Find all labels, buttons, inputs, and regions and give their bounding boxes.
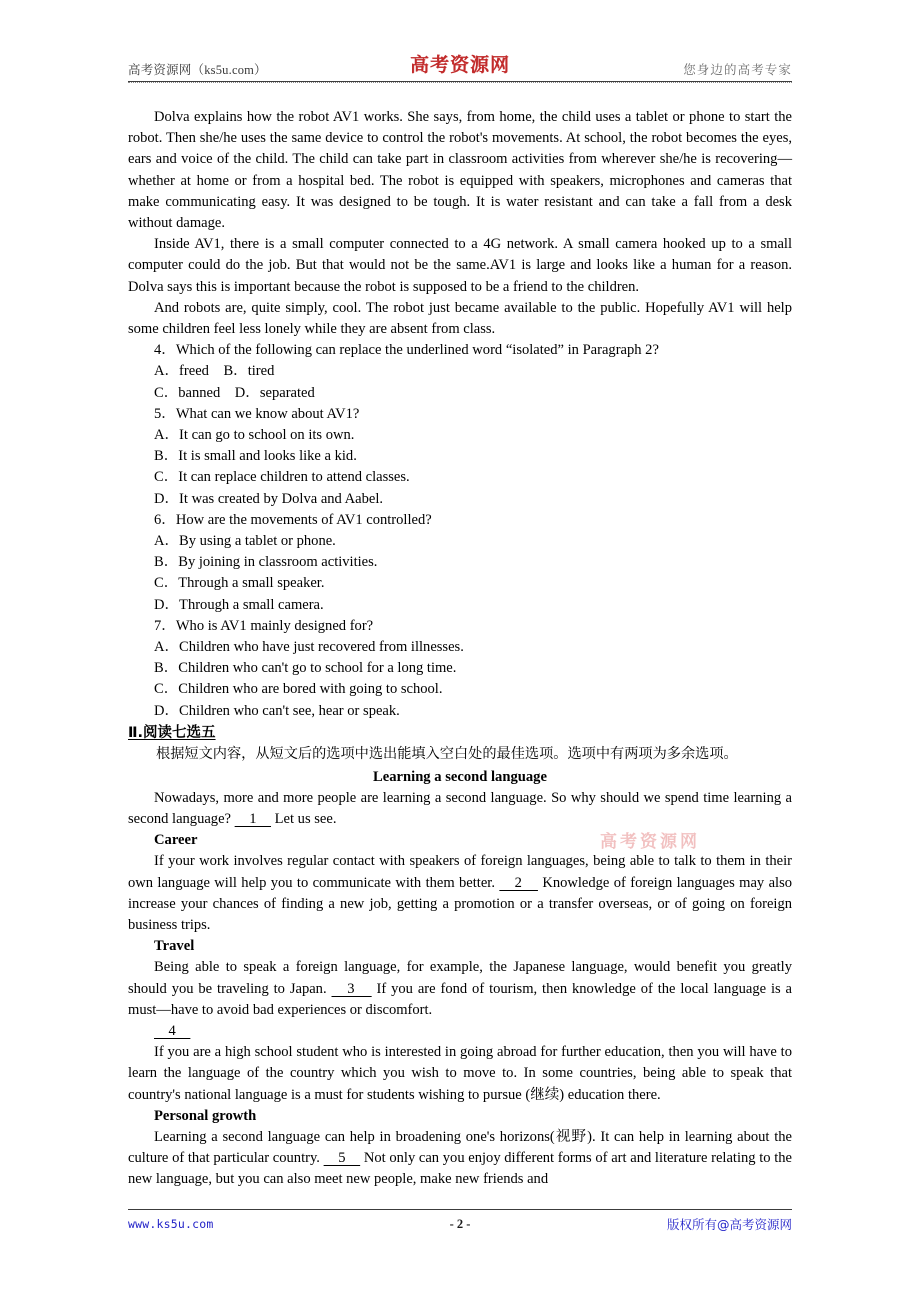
- question-stem-5: 5．What can we know about AV1?: [154, 405, 360, 422]
- question-option[interactable]: D．Children who can't see, hear or speak.: [154, 702, 400, 719]
- growth-text-part2: Not only can you enjoy different forms of art and literature relating to the new language, but you can also meet new people, make new friends and: [128, 1150, 793, 1188]
- section-two-heading-wrap: [128, 722, 792, 744]
- question-stem-7: 7．Who is AV1 mainly designed for?: [154, 617, 374, 634]
- footer-copyright: 版权所有@高考资源网: [666, 1217, 792, 1232]
- document-body: [128, 98, 792, 1191]
- article-title: Learning a second language: [373, 768, 547, 785]
- question-option[interactable]: A．By using a tablet or phone.: [154, 533, 336, 550]
- question-option[interactable]: B．Children who can't go to school for a long time.: [154, 660, 457, 677]
- blank-5[interactable]: 5: [323, 1150, 361, 1167]
- intro-text-part2: Let us see.: [274, 811, 337, 827]
- blank-2[interactable]: 2: [499, 874, 538, 891]
- career-text-part2: Knowledge of foreign languages may also increase your chances of finding a new job, getting a promotion or a transfer overseas, or of going on foreign business trips.: [128, 874, 793, 934]
- paragraph-career: [128, 851, 792, 936]
- blank-1[interactable]: 1: [234, 811, 272, 827]
- paragraph-education: If you are a high school student who is interested in going abroad for further education, then you will have to learn the language of the country which you wish to move to. In some countries, being able to speak that country's national language is a must for students wishing to pursue (继续) education there.: [128, 1044, 792, 1103]
- page-header: [128, 0, 792, 98]
- question-option[interactable]: A．Children who have just recovered from illnesses.: [154, 639, 464, 656]
- header-row: [128, 52, 792, 78]
- question-stem-6: 6．How are the movements of AV1 controlled?: [154, 511, 432, 528]
- question-option[interactable]: B．By joining in classroom activities.: [154, 554, 378, 571]
- question-option[interactable]: D．Through a small camera.: [154, 596, 324, 613]
- paragraph-robots-cool: And robots are, quite simply, cool. The robot just became available to the public. Hopefully AV1 will help some children feel less lonely while they are absent from class.: [128, 299, 792, 338]
- paragraph-intro: [128, 788, 792, 830]
- page-footer: [128, 1209, 792, 1234]
- travel-text-part1: Being able to speak a foreign language, for example, the Japanese language, would benefit you greatly should you be traveling to Japan.: [128, 959, 792, 997]
- watermark: 高考资源网: [600, 832, 700, 852]
- section-two-heading: Ⅱ.阅读七选五: [128, 724, 216, 741]
- blank-3[interactable]: 3: [331, 980, 372, 997]
- header-divider: [128, 81, 792, 83]
- blank-4-line: [128, 1021, 792, 1042]
- section-two-instruction: 根据短文内容，从短文后的选项中选出能填入空白处的最佳选项。选项中有两项为多余选项。: [156, 746, 738, 763]
- career-text-part1: If your work involves regular contact with speakers of foreign languages, being able to talk to them in their own language will help you to communicate with them better.: [128, 853, 792, 891]
- question-option[interactable]: B．It is small and looks like a kid.: [154, 448, 357, 465]
- question-option[interactable]: C．It can replace children to attend classes.: [154, 469, 410, 486]
- question-option[interactable]: C．Through a small speaker.: [154, 575, 325, 592]
- travel-text-part2: If you are fond of tourism, then knowledge of the local language is a must—have to avoid bad experiences or discomfort.: [128, 980, 793, 1018]
- footer-website-link[interactable]: www.ks5u.com: [128, 1217, 214, 1231]
- header-site-name: 高考资源网（ks5u.com）: [128, 63, 267, 77]
- subheading-travel: Travel: [154, 938, 195, 955]
- page-number: - 2 -: [449, 1216, 471, 1231]
- paragraph-travel: [128, 957, 792, 1021]
- question-option[interactable]: C．Children who are bored with going to school.: [154, 681, 443, 698]
- blank-4[interactable]: 4: [154, 1023, 191, 1040]
- header-logo: 高考资源网: [409, 54, 511, 76]
- paragraph-personal-growth: [128, 1127, 792, 1191]
- footer-divider: [128, 1209, 792, 1210]
- question-stem-4: 4．Which of the following can replace the underlined word “isolated” in Paragraph 2?: [154, 342, 659, 359]
- intro-text-part1: Nowadays, more and more people are learning a second language. So why should we spend time learning a second language?: [128, 789, 792, 827]
- paragraph-av1-works: Dolva explains how the robot AV1 works. She says, from home, the child uses a tablet or phone to start the robot. Then she/he uses the same device to control the robot's movements. At school, the robot becomes the eyes, ears and voice of the child. The child can take part in classroom activities from wherever she/he is recovering—whether at home or from a hospital bed. The robot is equipped with speakers, microphones and cameras that make communicating easy. It was designed to be tough. It is water resistant and can take a fall from a desk without damage.: [128, 109, 792, 232]
- subheading-personal-growth: Personal growth: [154, 1107, 257, 1124]
- footer-row: [128, 1214, 792, 1234]
- question-option[interactable]: D．It was created by Dolva and Aabel.: [154, 490, 384, 507]
- question-option[interactable]: C．banned D．separated: [154, 384, 315, 401]
- growth-text-part1: Learning a second language can help in broadening one's horizons(视野). It can help in learning about the culture of that particular country.: [128, 1129, 792, 1167]
- question-option[interactable]: A．It can go to school on its own.: [154, 427, 355, 444]
- header-slogan: 您身边的高考专家: [683, 63, 792, 77]
- subheading-career: Career: [154, 832, 198, 849]
- question-option[interactable]: A．freed B．tired: [154, 363, 275, 380]
- paragraph-inside-av1: Inside AV1, there is a small computer connected to a 4G network. A small camera hooked up to a small computer could do the job. But that would not be the same.AV1 is large and looks like a human for a reason. Dolva says this is important because the robot is supposed to be a friend to the children.: [128, 236, 792, 295]
